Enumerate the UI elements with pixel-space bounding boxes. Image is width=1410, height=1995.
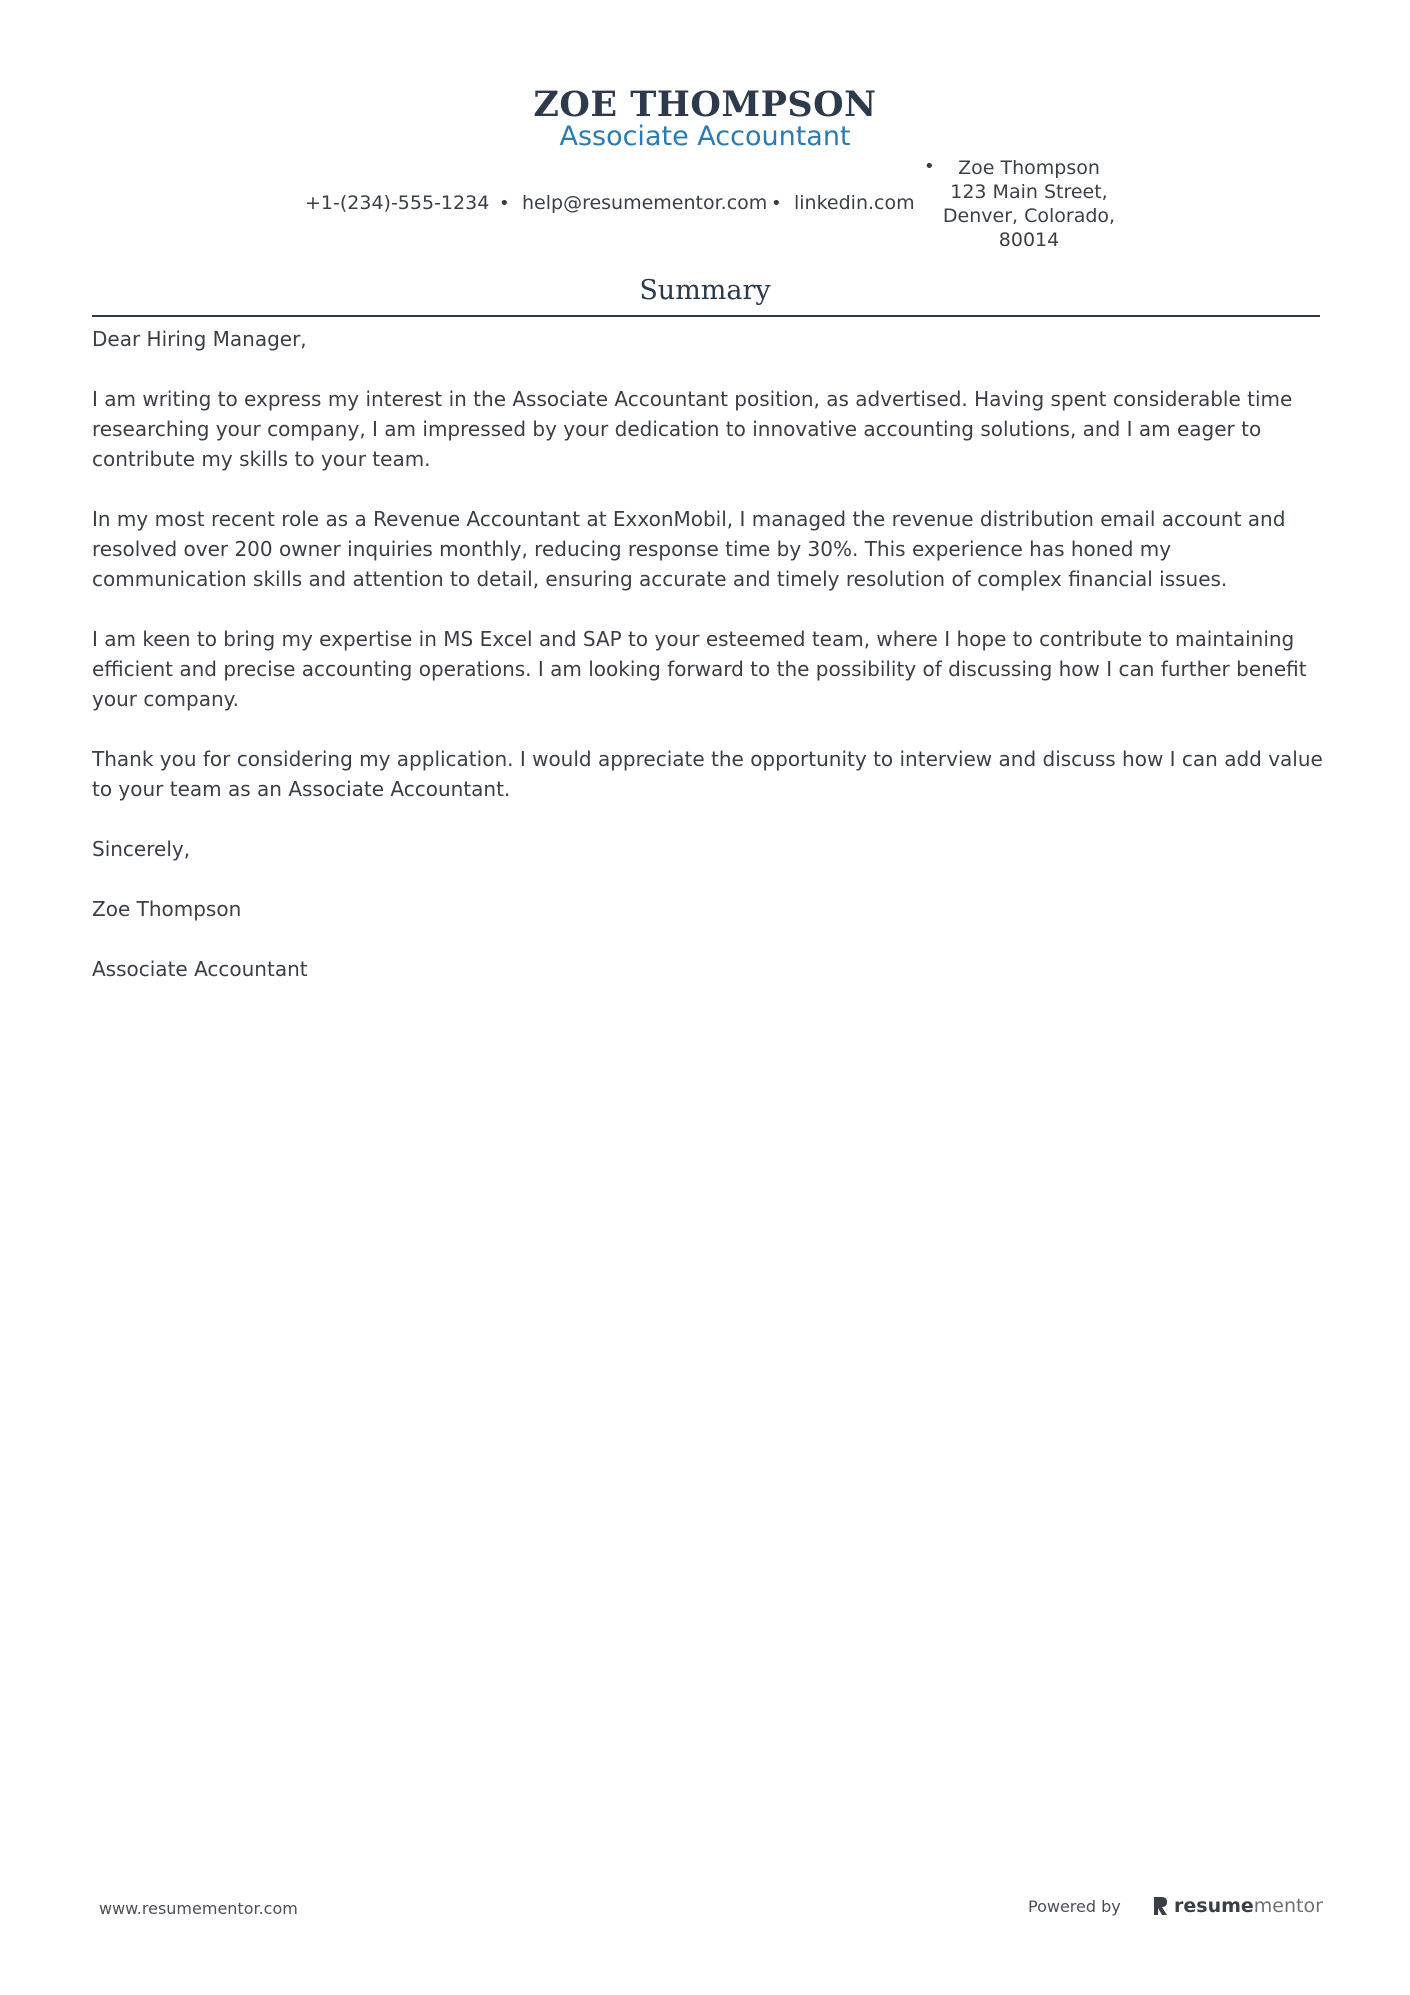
separator-bullet-icon: • [924,156,935,177]
email-address[interactable]: help@resumementor.com [522,192,768,214]
linkedin-link[interactable]: linkedin.com [794,192,915,214]
phone-number: +1-(234)-555-1234 [305,192,490,214]
mailing-address [924,156,1134,252]
brand-name-light: mentor [1253,1895,1323,1917]
letter-paragraph: Thank you for considering my application. I would appreciate the opportunity to interview and discuss how I can add value to your team as an Associate Accountant. [92,747,1323,801]
contact-row [0,156,1410,256]
letter-body [92,324,1324,1014]
letter-closing: Sincerely, [92,837,191,861]
address-line: 123 Main Street, [950,181,1108,203]
powered-by-label: Powered by [1028,1897,1121,1916]
letter-paragraph: In my most recent role as a Revenue Accountant at ExxonMobil, I managed the revenue distribution email account and resolved over 200 owner inquiries monthly, reducing response time by 30%. This experience has honed my communication skills and attention to detail, ensuring accurate and timely resolution of complex financial issues. [92,507,1286,591]
signature-name: Zoe Thompson [92,897,242,921]
applicant-title: Associate Accountant [559,121,851,152]
signature-title: Associate Accountant [92,957,308,981]
resumementor-logo-icon [1152,1895,1168,1917]
letter-greeting: Dear Hiring Manager, [92,327,307,351]
section-divider [92,315,1320,317]
footer-website-link[interactable]: www.resumementor.com [99,1899,298,1918]
separator-bullet-icon: • [499,193,510,214]
address-line: 80014 [998,229,1060,251]
address-line: Zoe Thompson [958,157,1100,179]
address-line: Denver, Colorado, [942,205,1116,227]
applicant-name: ZOE THOMPSON [533,84,877,125]
section-title: Summary [639,275,771,306]
separator-bullet-icon: • [771,193,782,214]
brand-name-strong: resume [1174,1895,1254,1917]
brand-logo[interactable] [1152,1893,1323,1919]
letter-paragraph: I am keen to bring my expertise in MS Excel and SAP to your esteemed team, where I hope to contribute to maintaining efficient and precise accounting operations. I am looking forward to the possibility of discussing how I can further benefit your company. [92,627,1307,711]
letter-paragraph: I am writing to express my interest in the Associate Accountant position, as advertised. Having spent considerable time researching your company, I am impressed by your dedication to innovative accounting solutions, and I am eager to contribute my skills to your team. [92,387,1293,471]
